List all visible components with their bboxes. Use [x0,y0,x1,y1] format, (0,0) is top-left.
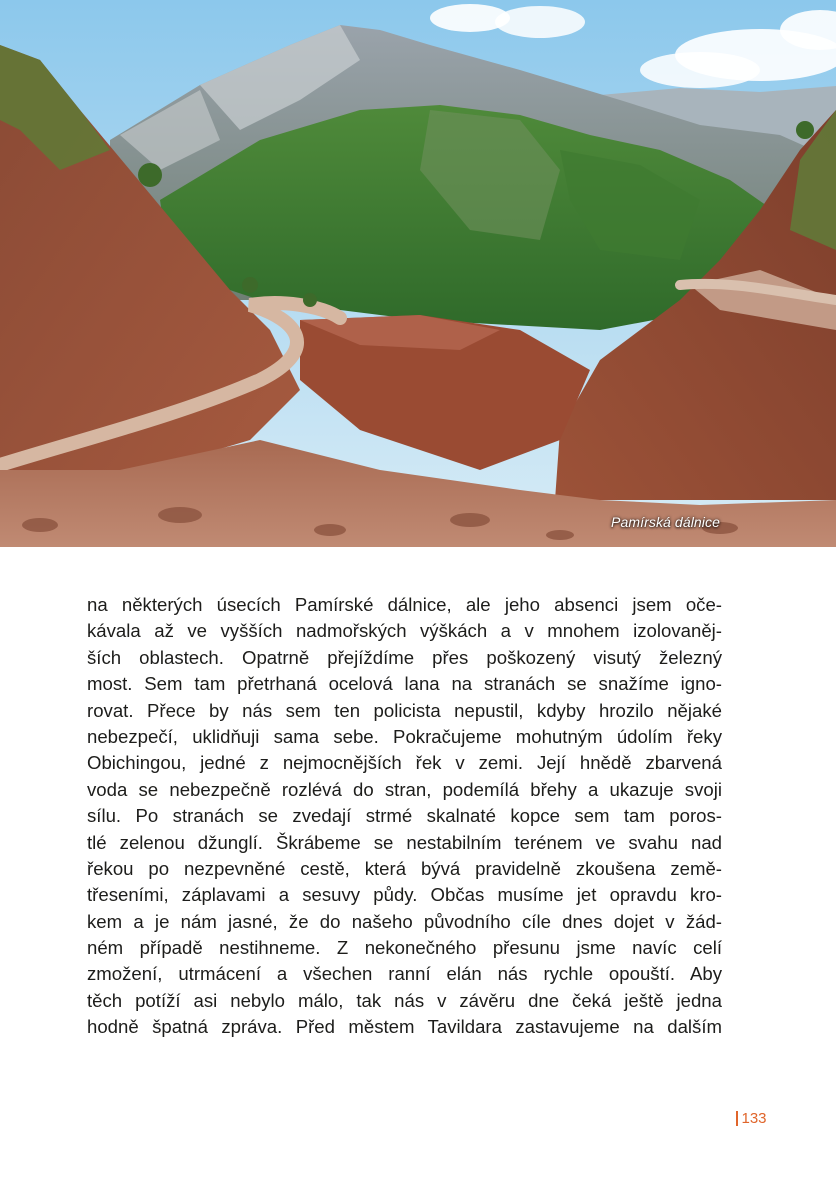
mountain-road-photo [0,0,836,547]
text-line: řekou po nezpevněné cestě, která bývá pravidelně zkoušena země- [87,857,722,879]
text-line: nebezpečí, uklidňuji sama sebe. Pokračujeme mohutným údolím řeky [87,725,722,747]
folio-divider [736,1111,738,1126]
text-line: tlé zelenou džunglí. Škrábeme se nestabilním terénem ve svahu nad [87,831,722,853]
text-line: sílu. Po stranách se zvedají strmé skalnaté kopce sem tam poros- [87,805,722,827]
text-line: třeseními, záplavami a sesuvy půdy. Občas musíme jet opravdu kro- [87,884,722,906]
text-line: těch potíží asi nebylo málo, tak nás v závěru dne čeká ještě jedna [87,989,722,1011]
text-line: hodně špatná zpráva. Před městem Tavildara zastavujeme na dalším [87,1016,722,1038]
text-line: ném případě nestihneme. Z nekonečného přesunu jsme navíc celí [87,937,722,959]
text-line: Obichingou, jedné z nejmocnějších řek v zemi. Její hnědě zbarvená [87,752,722,774]
photo-caption: Pamírská dálnice [611,514,720,530]
text-line: kem a je nám jasné, že do našeho původního cíle dnes dojet v žád- [87,910,722,932]
text-line: voda se nebezpečně rozlévá do stran, podemílá břehy a ukazuje svoji [87,778,722,800]
text-line: kávala až ve vyšších nadmořských výškách a v mnohem izolovaněj- [87,620,722,642]
text-line: na některých úsecích Pamírské dálnice, ale jeho absenci jsem oče- [87,594,722,615]
text-line: ších oblastech. Opatrně přejíždíme přes poškozený visutý železný [87,646,722,668]
page-number [736,1110,767,1127]
page-number-label: 133 [741,1110,767,1127]
body-text [87,592,722,1041]
text-line: zmožení, utrmácení a všechen ranní elán nás rychle opouští. Aby [87,963,722,985]
text-line: most. Sem tam přetrhaná ocelová lana na stranách se snažíme igno- [87,673,722,695]
text-line: rovat. Přece by nás sem ten policista nepustil, kdyby hrozilo nějaké [87,699,722,721]
